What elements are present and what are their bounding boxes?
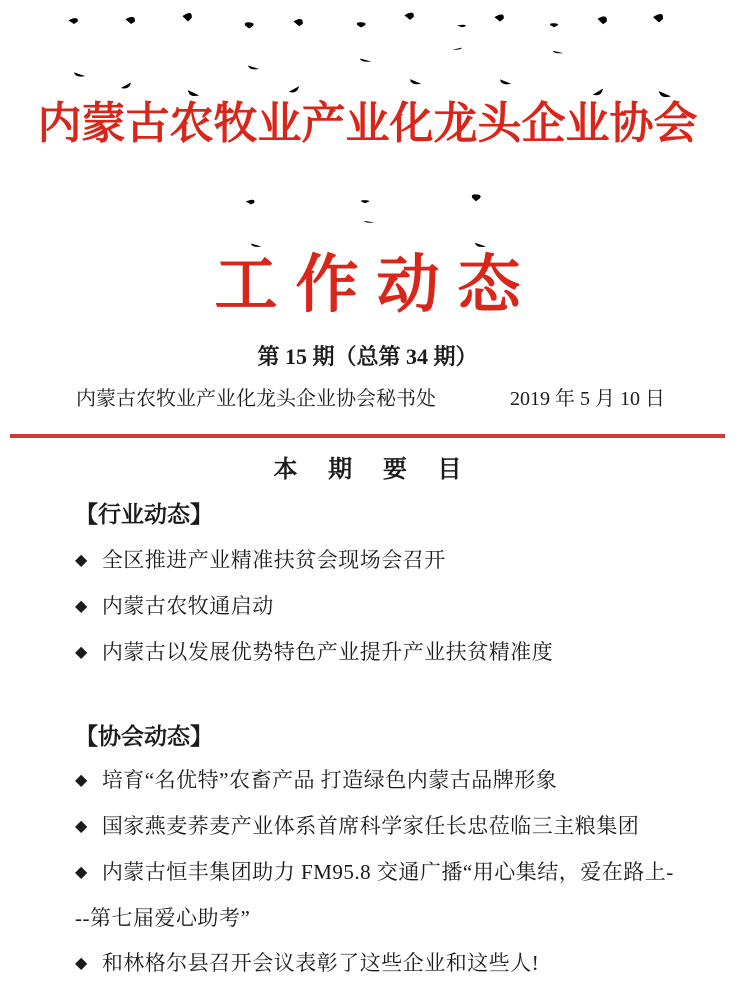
issue-number-line: 第 15 期（总第 34 期） [257, 344, 478, 369]
toc-item-text: 内蒙古农牧通启动 [101, 594, 274, 618]
newsletter-title: 工作动态 [214, 250, 539, 320]
section-industry-news [0, 500, 735, 676]
diamond-bullet-icon: ◆ [75, 550, 88, 569]
section-title: 【协会动态】 [75, 723, 213, 749]
toc-item-text: 内蒙古恒丰集团助力 FM95.8 交通广播“用心集结，爱在路上---第七届爱心助考” [75, 860, 674, 930]
toc-item [75, 538, 675, 584]
publisher-name: 内蒙古农牧业产业化龙头企业协会秘书处 [76, 388, 436, 410]
toc-heading: 本 期 要 目 [273, 456, 474, 483]
toc-item [75, 630, 675, 676]
toc-item [75, 850, 675, 941]
diamond-bullet-icon: ◆ [75, 816, 88, 835]
mongolian-script-top-row [58, 8, 678, 100]
diamond-bullet-icon: ◆ [75, 953, 88, 972]
toc-item-text: 培育“名优特”农畜产品 打造绿色内蒙古品牌形象 [101, 768, 558, 792]
diamond-bullet-icon: ◆ [75, 862, 88, 881]
publish-date: 2019 年 5 月 10 日 [510, 388, 665, 410]
toc-item [75, 804, 675, 850]
association-name-masthead: 内蒙古农牧业产业化龙头企业协会 [37, 99, 698, 148]
diamond-bullet-icon: ◆ [75, 642, 88, 661]
toc-item-text: 国家燕麦荞麦产业体系首席科学家任长忠莅临三主粮集团 [101, 814, 640, 838]
toc-item [75, 584, 675, 630]
toc-item [75, 941, 675, 987]
red-divider-rule [10, 434, 725, 438]
toc-item [75, 758, 675, 804]
publication-meta-row [0, 386, 735, 412]
section-item-list [75, 538, 675, 676]
toc-item-text: 内蒙古以发展优势特色产业提升产业扶贫精准度 [101, 640, 554, 664]
section-association-news [0, 722, 735, 987]
toc-item-text: 和林格尔县召开会议表彰了这些企业和这些人! [101, 951, 540, 975]
section-item-list [75, 758, 675, 987]
toc-item-text: 全区推进产业精准扶贫会现场会召开 [101, 548, 446, 572]
mongolian-script-middle-row [233, 192, 503, 250]
diamond-bullet-icon: ◆ [75, 596, 88, 615]
diamond-bullet-icon: ◆ [75, 770, 88, 789]
section-title: 【行业动态】 [75, 501, 213, 527]
